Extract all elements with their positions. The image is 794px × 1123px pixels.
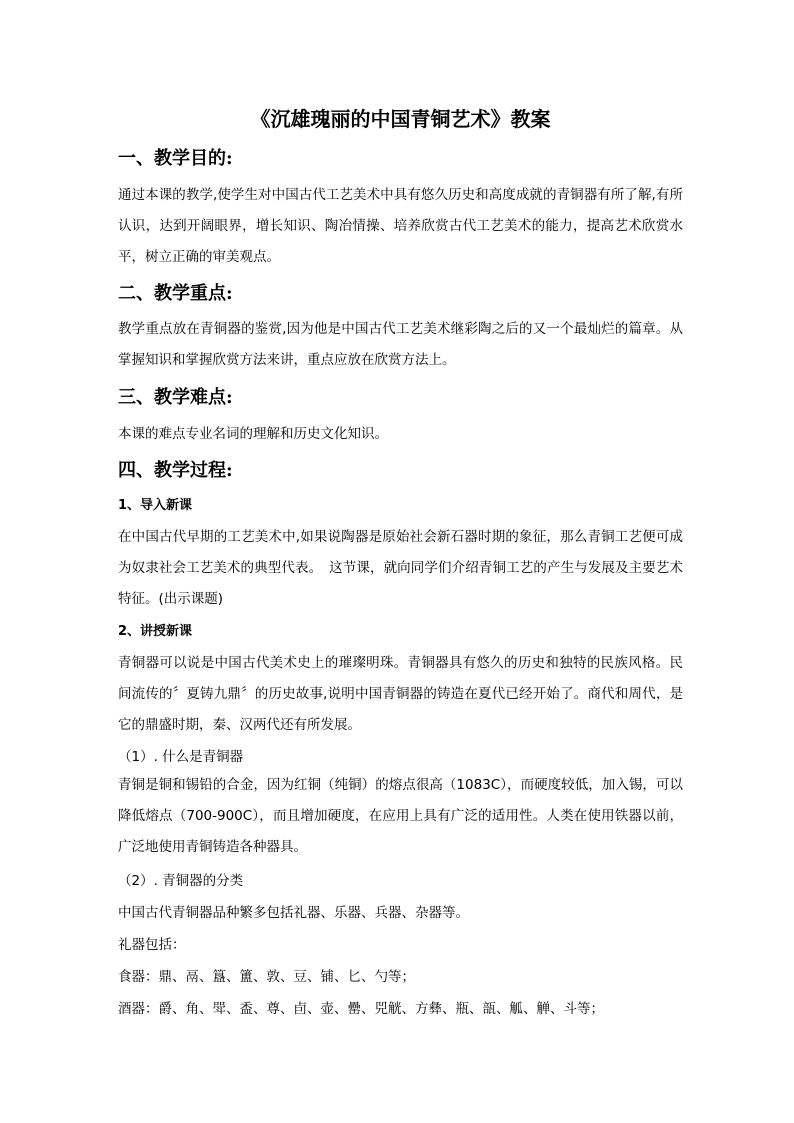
item2-text: 中国古代青铜器品种繁多包括礼器、乐器、兵器、杂器等。 xyxy=(118,905,469,921)
document-title: 《沉雄瑰丽的中国青铜艺术》教案 xyxy=(250,107,551,131)
intro-text: 在中国古代早期的工艺美术中,如果说陶器是原始社会新石器时期的象征，那么青铜工艺便可成为奴隶社会工艺美术的典型代表。 这节课，就向同学们介绍青铜工艺的产生与发展及主要艺术特征。(出示课题) xyxy=(118,529,683,607)
teaching-goals-text: 通过本课的教学,使学生对中国古代工艺美术中具有悠久历史和高度成就的青铜器有所了解,有所认识，达到开阔眼界，增长知识、陶冶情操、培养欣赏古代工艺美术的能力，提高艺术欣赏水平，树立正确的审美观点。 xyxy=(118,187,683,265)
difficulties-text: 本课的难点专业名词的理解和历史文化知识。 xyxy=(118,426,388,442)
section-heading-teaching-goals: 一、教学目的: xyxy=(118,148,233,169)
key-points-text: 教学重点放在青铜器的鉴赏,因为他是中国古代工艺美术继彩陶之后的又一个最灿烂的篇章。从掌握知识和掌握欣赏方法来讲，重点应放在欣赏方法上。 xyxy=(118,321,683,368)
section-heading-process: 四、教学过程: xyxy=(118,460,233,481)
subheading-intro: 1、导入新课 xyxy=(118,498,193,513)
section-heading-difficulties: 三、教学难点: xyxy=(118,387,233,408)
item1-text: 青铜是铜和锡铅的合金，因为红铜（纯铜）的熔点很高（1083C），而硬度较低，加入锡，可以降低熔点（700-900C），而且增加硬度，在应用上具有广泛的适用性。人类在使用铁器以前，广泛地使用青铜铸造各种器具。 xyxy=(118,777,683,855)
wine-vessels-line: 酒器：爵、角、斝、盉、尊、卣、壶、罍、兕觥、方彝、瓶、瓿、觚、觯、斗等； xyxy=(118,1001,604,1017)
item2-heading: （2）. 青铜器的分类 xyxy=(118,873,244,889)
ritual-label: 礼器包括： xyxy=(118,937,186,953)
item1-heading: （1）. 什么是青铜器 xyxy=(118,749,244,765)
section-heading-key-points: 二、教学重点: xyxy=(118,283,233,304)
food-vessels-line: 食器：鼎、鬲、簋、簠、敦、豆、铺、匕、勺等； xyxy=(118,969,415,985)
new-lesson-text: 青铜器可以说是中国古代美术史上的璀璨明珠。青铜器具有悠久的历史和独特的民族风格。民间流传的〞夏铸九鼎〞的历史故事,说明中国青铜器的铸造在夏代已经开始了。商代和周代，是它的鼎盛时期，秦、汉两代还有所发展。 xyxy=(118,655,683,733)
subheading-new-lesson: 2、讲授新课 xyxy=(118,624,193,639)
